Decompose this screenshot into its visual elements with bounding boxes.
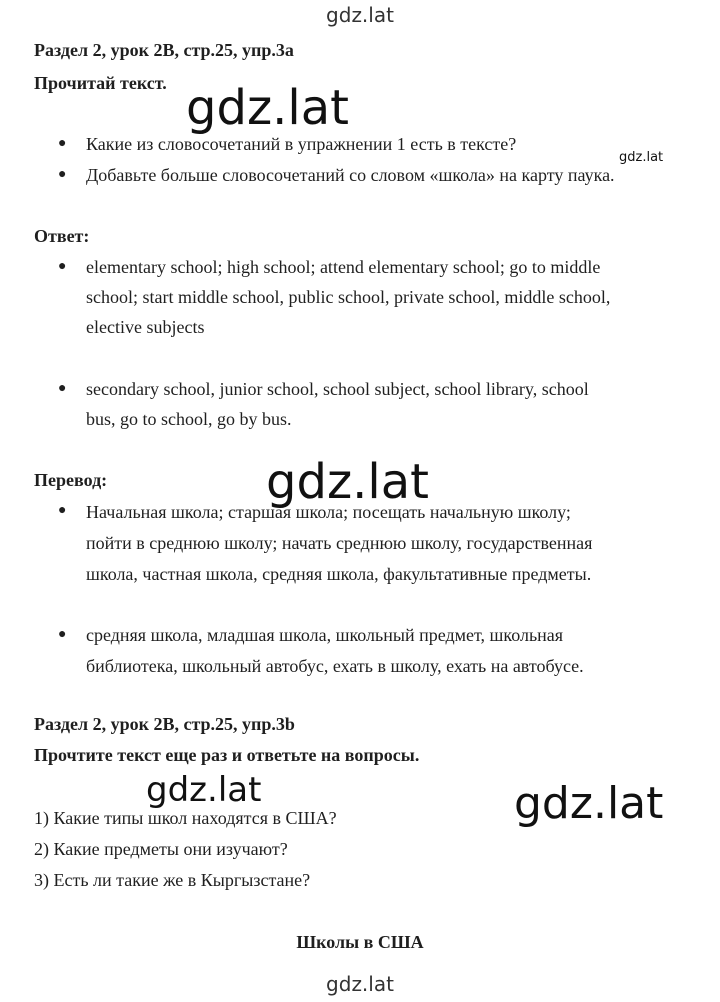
translation-line: Начальная школа; старшая школа; посещать начальную школу; (86, 502, 571, 522)
bullet-icon: ● (58, 381, 67, 396)
answer-line: secondary school, junior school, school subject, school library, school (86, 379, 589, 399)
question-item: Добавьте больше словосочетаний со словом «школа» на карту паука. (86, 165, 615, 185)
answer-label: Ответ: (34, 226, 90, 246)
translation-line: пойти в среднюю школу; начать среднюю школу, государственная (86, 533, 593, 553)
answer-line: school; start middle school, public school, private school, middle school, (86, 287, 611, 307)
translation-line: средняя школа, младшая школа, школьный предмет, школьная (86, 625, 564, 645)
bullet-icon: ● (58, 503, 67, 518)
section-heading: Раздел 2, урок 2B, стр.25, упр.3b (34, 714, 295, 734)
watermark-bottom: gdz.lat (326, 972, 394, 996)
task-text: Прочтите текст еще раз и ответьте на вопросы. (34, 745, 420, 765)
answer-line: elective subjects (86, 317, 205, 337)
question-item: 2) Какие предметы они изучают? (34, 839, 288, 859)
translation-label: Перевод: (34, 470, 108, 490)
watermark-large: gdz.lat (514, 778, 664, 829)
bullet-icon: ● (58, 136, 67, 151)
text-title: Школы в США (296, 932, 424, 952)
watermark-small: gdz.lat (619, 150, 664, 165)
answer-line: elementary school; high school; attend elementary school; go to middle (86, 257, 601, 277)
watermark-large: gdz.lat (266, 454, 429, 510)
question-item: 3) Есть ли такие же в Кыргызстане? (34, 870, 311, 890)
watermark-top: gdz.lat (326, 3, 394, 27)
watermark-large: gdz.lat (186, 80, 349, 136)
watermark-medium: gdz.lat (146, 770, 262, 810)
bullet-icon: ● (58, 627, 67, 642)
answer-line: bus, go to school, go by bus. (86, 409, 292, 429)
translation-line: библиотека, школьный автобус, ехать в школу, ехать на автобусе. (86, 656, 584, 676)
bullet-icon: ● (58, 167, 67, 182)
bullet-icon: ● (58, 259, 67, 274)
question-item: Какие из словосочетаний в упражнении 1 есть в тексте? (86, 134, 517, 154)
question-item: 1) Какие типы школ находятся в США? (34, 808, 337, 828)
section-heading: Раздел 2, урок 2B, стр.25, упр.3a (34, 40, 294, 60)
translation-line: школа, частная школа, средняя школа, факультативные предметы. (86, 564, 592, 584)
task-text: Прочитай текст. (34, 73, 167, 93)
